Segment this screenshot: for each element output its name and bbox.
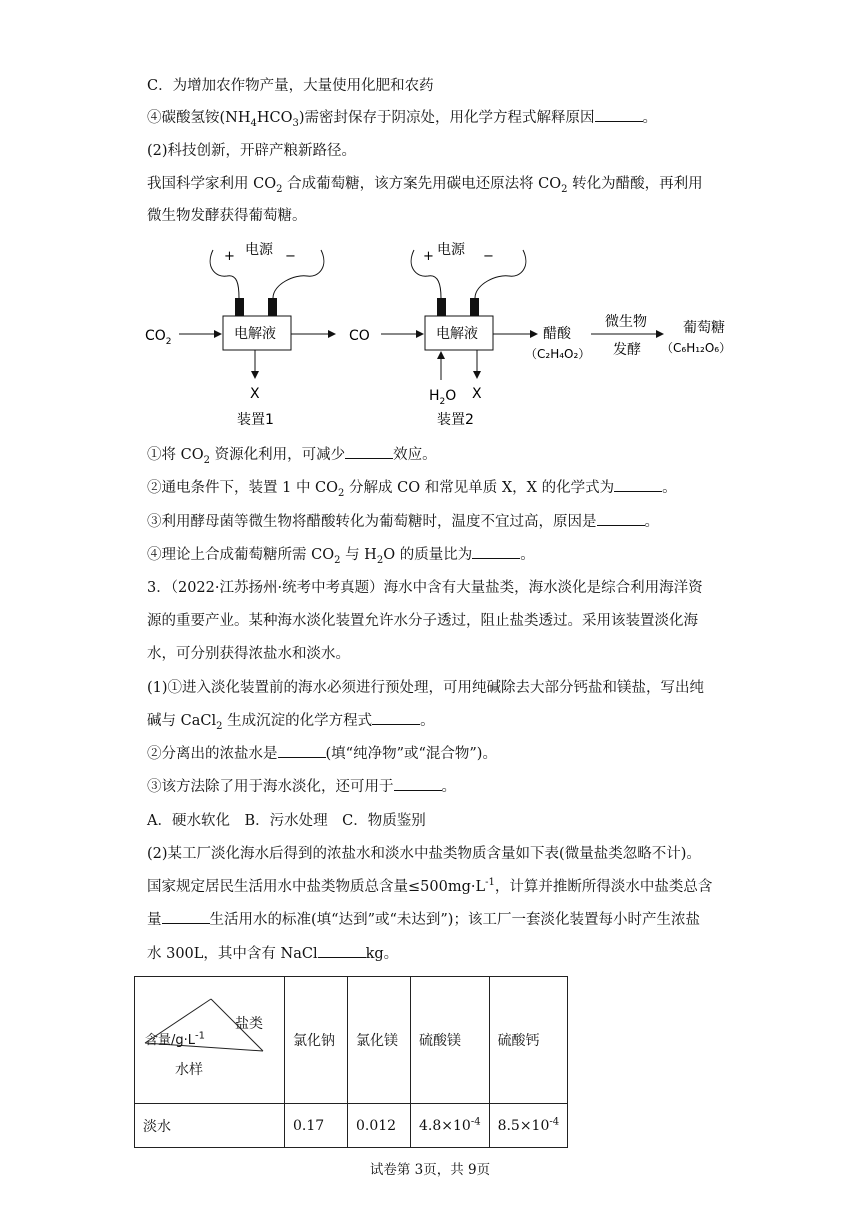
- power-label-1: 电源: [245, 242, 273, 258]
- text: C．为增加农作物产量，大量使用化肥和农药: [147, 78, 434, 94]
- electrolyte-label-2: 电解液: [436, 326, 478, 342]
- header-salt-label: 盐类: [235, 1016, 263, 1032]
- text: 源的重要产业。某种海水淡化装置允许水分子透过，阻止盐类透过。采用该装置淡化海: [147, 613, 698, 629]
- subscript: 2: [276, 183, 283, 195]
- text: ①将 CO: [147, 447, 204, 463]
- text: ③该方法除了用于海水淡化，还可用于: [147, 779, 394, 795]
- device-2-label: 装置2: [437, 412, 474, 428]
- text: ②分离出的浓盐水是: [147, 746, 278, 762]
- superscript: -1: [485, 877, 495, 889]
- answer-blank[interactable]: [614, 479, 662, 492]
- electrode-right-1: [268, 298, 277, 316]
- intro-line-1: [147, 174, 703, 194]
- text: 。: [644, 514, 659, 530]
- text: 量: [147, 912, 162, 928]
- part-2-line-4: [147, 944, 398, 964]
- answer-options: [147, 811, 426, 831]
- subscript: 4: [250, 117, 257, 129]
- text: 碱与 CaCl: [147, 713, 217, 729]
- text: ，计算并推断所得淡水中盐类总含: [494, 879, 713, 895]
- question-ammonium-bicarbonate: [147, 108, 657, 128]
- subscript: 3: [292, 117, 299, 129]
- h2o-label: $H_2O$: [429, 388, 457, 407]
- subscript: 2: [216, 720, 223, 732]
- subscript: 2: [338, 487, 345, 499]
- text: 我国科学家利用 CO: [147, 176, 277, 192]
- power-label-2: 电源: [437, 242, 465, 258]
- electrode-right-2: [470, 298, 479, 316]
- page-footer: 试卷第 3页，共 9页: [369, 1162, 491, 1178]
- table-row: [135, 1104, 568, 1148]
- text: kg。: [365, 946, 399, 962]
- table-cell: 0.17: [285, 1104, 348, 1148]
- text: ③利用酵母菌等微生物将醋酸转化为葡萄糖时，温度不宜过高，原因是: [147, 514, 597, 530]
- text: 转化为醋酸，再利用: [567, 176, 703, 192]
- problem-3-line-2: [147, 611, 698, 631]
- salt-content-table: [134, 976, 568, 1148]
- header-sample-label: 水样: [175, 1062, 203, 1078]
- glucose-formula: （C₆H₁₂O₆）: [661, 341, 732, 355]
- subquestion-2: [147, 744, 497, 764]
- part-2-line-1: [147, 844, 701, 864]
- problem-3-line-3: [147, 644, 350, 664]
- section-2-heading: [147, 141, 356, 161]
- text: 3．（2022·江苏扬州·统考中考真题）海水中含有大量盐类，海水淡化是综合利用海洋资: [147, 580, 703, 596]
- text: 。: [642, 110, 658, 126]
- answer-blank[interactable]: [595, 109, 643, 122]
- table-cell: $8.5\times 10^{-4}$: [489, 1104, 568, 1148]
- text: (2)某工厂淡化海水后得到的浓盐水和淡水中盐类物质含量如下表(微量盐类忽略不计)。: [147, 846, 701, 862]
- text: ②通电条件下，装置 1 中 CO: [147, 480, 339, 496]
- acetic-acid-label: 醋酸: [543, 326, 571, 342]
- answer-blank[interactable]: [472, 546, 520, 559]
- minus-sign-2: −: [483, 249, 494, 264]
- subscript: 2: [561, 183, 568, 195]
- text: (1)①进入淡化装置前的海水必须进行预处理，可用纯碱除去大部分钙盐和镁盐，写出纯: [147, 680, 705, 696]
- option-c: [147, 76, 434, 96]
- answer-blank[interactable]: [345, 446, 393, 459]
- answer-blank[interactable]: [597, 513, 645, 526]
- question-2: [147, 478, 677, 498]
- part-2-line-2: [147, 877, 712, 897]
- text: 合成葡萄糖，该方案先用碳电还原法将 CO: [282, 176, 562, 192]
- table-cell: 0.012: [348, 1104, 411, 1148]
- wire-right-1: [273, 250, 324, 298]
- part-2-line-3: [147, 910, 700, 930]
- subquestion-1-line-2: [147, 711, 435, 731]
- column-header: 硫酸钙: [489, 977, 568, 1104]
- intro-line-2: [147, 206, 307, 226]
- text: 水，可分别获得浓盐水和淡水。: [147, 646, 350, 662]
- subscript: 2: [376, 554, 384, 566]
- answer-blank[interactable]: [162, 911, 210, 924]
- answer-blank[interactable]: [278, 745, 326, 758]
- header-diagonal-cell: [135, 977, 285, 1104]
- subquestion-1-line-1: [147, 678, 704, 698]
- plus-sign-1: +: [224, 249, 235, 264]
- answer-blank[interactable]: [372, 712, 420, 725]
- column-header: 硫酸镁: [411, 977, 490, 1104]
- answer-blank[interactable]: [394, 778, 442, 791]
- text: O 的质量比为: [383, 547, 473, 563]
- table-cell: $4.8\times 10^{-4}$: [411, 1104, 490, 1148]
- electrolyte-label-1: 电解液: [234, 326, 276, 342]
- question-4: [147, 545, 535, 565]
- glucose-label: 葡萄糖: [683, 320, 725, 336]
- text: (填“纯净物”或“混合物”)。: [325, 746, 497, 762]
- text: 国家规定居民生活用水中盐类物质总含量≤500mg·L: [147, 879, 486, 895]
- column-header: 氯化钠: [285, 977, 348, 1104]
- text: 。: [520, 547, 535, 563]
- text: 水 300L，其中含有 NaCl: [147, 946, 318, 962]
- text: A．硬水软化 B．污水处理 C．物质鉴别: [147, 813, 426, 829]
- header-content-label: 含量$/g\cdot L^{-1}$: [145, 1030, 205, 1048]
- product-x-1: X: [250, 386, 260, 402]
- minus-sign-1: −: [285, 249, 296, 264]
- text: (2)科技创新，开辟产粮新路径。: [147, 143, 357, 159]
- ferment-label: 发酵: [613, 342, 641, 358]
- subquestion-3: [147, 777, 456, 797]
- column-header: 氯化镁: [348, 977, 411, 1104]
- question-3: [147, 512, 659, 532]
- text: 。: [662, 480, 677, 496]
- subscript: 2: [203, 454, 210, 466]
- electrode-left-1: [235, 298, 244, 316]
- acetic-acid-formula: （C₂H₄O₂）: [525, 347, 591, 361]
- problem-3-line-1: [147, 578, 703, 598]
- text: 与 H: [340, 547, 377, 563]
- text: 。: [420, 713, 435, 729]
- row-label: 淡水: [135, 1104, 285, 1148]
- co-label: CO: [349, 328, 370, 344]
- co2-input-label: $CO_2$: [145, 328, 172, 347]
- text: 效应。: [393, 447, 437, 463]
- text: 生成沉淀的化学方程式: [222, 713, 373, 729]
- text: )需密封保存于阴凉处，用化学方程式解释原因: [298, 110, 595, 126]
- text: 分解成 CO 和常见单质 X，X 的化学式为: [344, 480, 615, 496]
- text: ④碳酸氢铵(NH: [147, 110, 251, 126]
- electrode-left-2: [437, 298, 446, 316]
- text: ④理论上合成葡萄糖所需 CO: [147, 547, 335, 563]
- text: 生活用水的标准(填“达到”或“未达到”)；该工厂一套淡化装置每小时产生浓盐: [209, 912, 700, 928]
- co2-to-glucose-diagram: [135, 230, 775, 440]
- product-x-2: X: [472, 386, 482, 402]
- answer-blank[interactable]: [318, 945, 366, 958]
- text: 。: [441, 779, 456, 795]
- table-header-row: [135, 977, 568, 1104]
- text: 微生物发酵获得葡萄糖。: [147, 208, 307, 224]
- device-1-label: 装置1: [237, 412, 274, 428]
- text: 资源化利用，可减少: [209, 447, 346, 463]
- subscript: 2: [334, 554, 341, 566]
- text: HCO: [256, 110, 293, 126]
- question-1: [147, 445, 437, 465]
- microbe-label: 微生物: [605, 314, 647, 330]
- plus-sign-2: +: [423, 249, 434, 264]
